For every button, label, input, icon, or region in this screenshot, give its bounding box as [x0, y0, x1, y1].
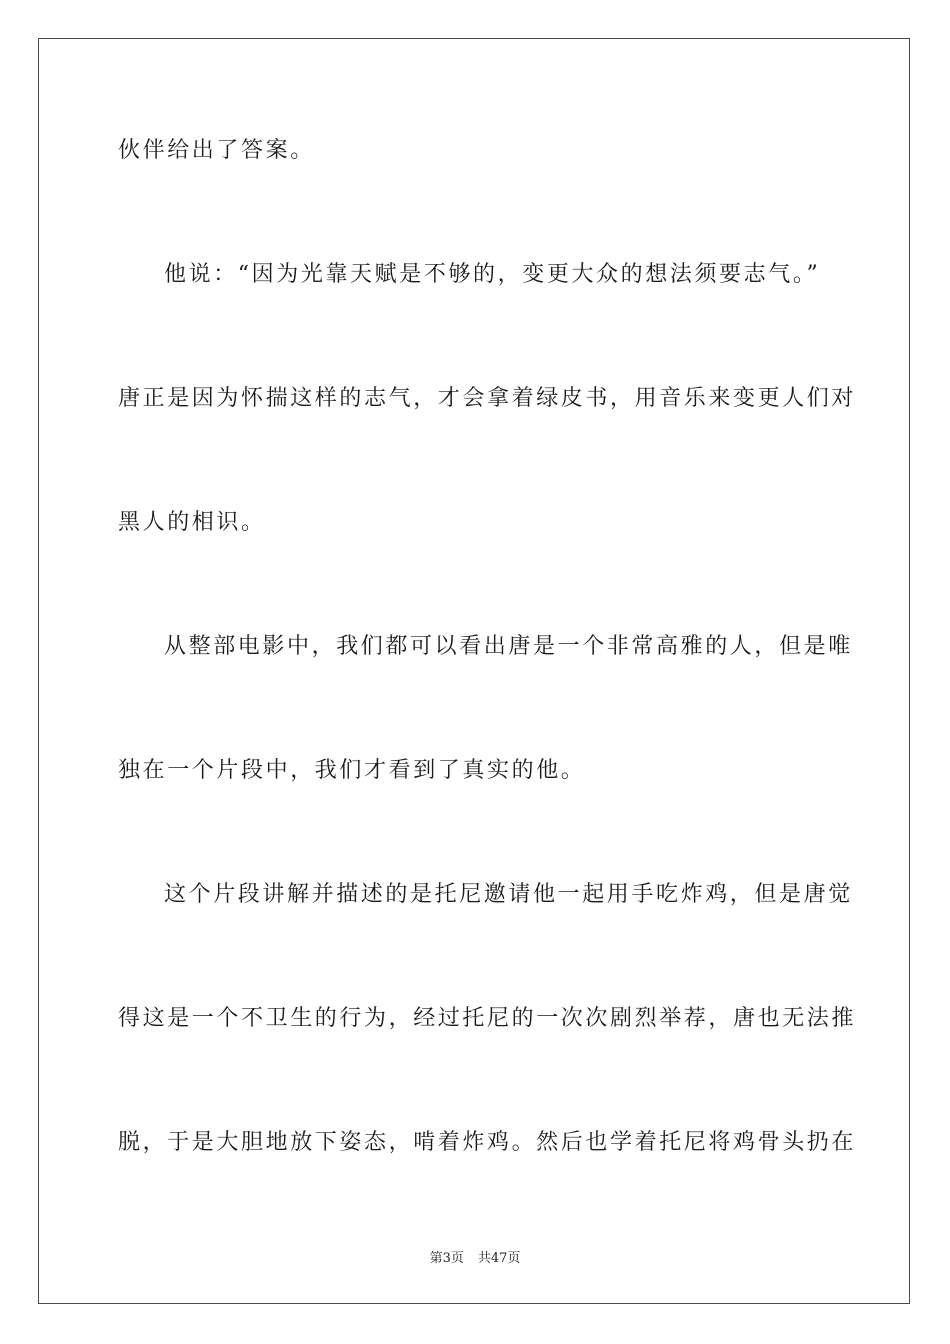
- page-border: [38, 38, 910, 1304]
- text-line-7: 这个片段讲解并描述的是托尼邀请他一起用手吃炸鸡，但是唐觉: [164, 882, 853, 907]
- text-line-9: 脱，于是大胆地放下姿态，啃着炸鸡。然后也学着托尼将鸡骨头扔在: [118, 1130, 857, 1155]
- text-line-5: 从整部电影中，我们都可以看出唐是一个非常高雅的人，但是唯: [164, 634, 853, 659]
- text-line-6: 独在一个片段中，我们才看到了真实的他。: [118, 758, 586, 783]
- text-line-4: 黑人的相识。: [118, 510, 266, 535]
- page-footer: [0, 1247, 950, 1266]
- text-line-1: 伙伴给出了答案。: [118, 138, 315, 163]
- page-number: 第3页: [429, 1251, 464, 1266]
- text-line-8: 得这是一个不卫生的行为，经过托尼的一次次剧烈举荐，唐也无法推: [118, 1006, 857, 1031]
- total-pages: 共47页: [477, 1251, 521, 1266]
- text-line-2: 他说：“因为光靠天赋是不够的，变更大众的想法须要志气。”: [164, 262, 821, 287]
- text-line-3: 唐正是因为怀揣这样的志气，才会拿着绿皮书，用音乐来变更人们对: [118, 386, 857, 411]
